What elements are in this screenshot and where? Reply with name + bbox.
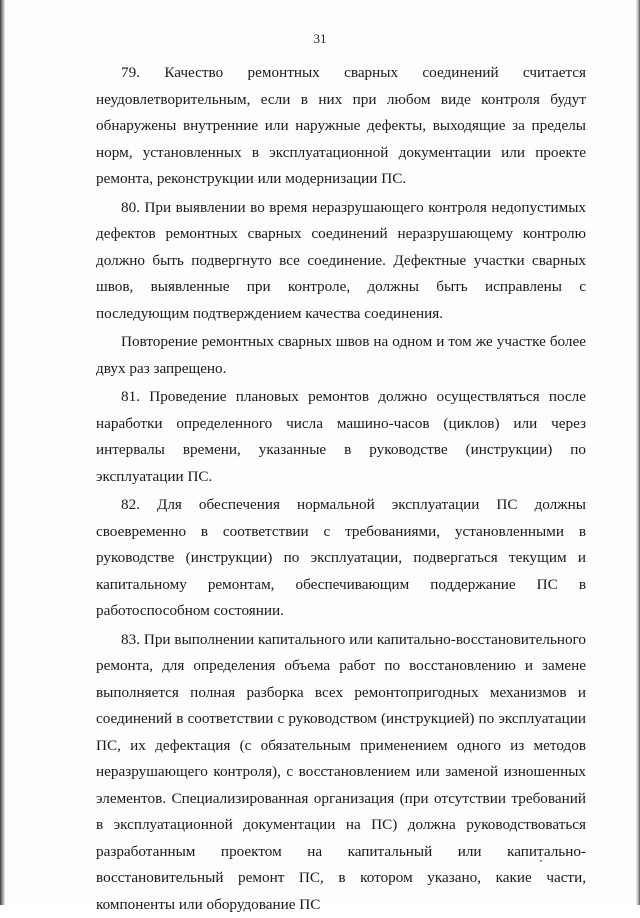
- scan-edge-left: [0, 0, 5, 905]
- paragraph-82: 82. Для обеспечения нормальной эксплуатации ПС должны своевременно в соответствии с требованиями, установленными в руководстве (инструкции) по эксплуатации, подвергаться текущим и капитальному ремонтам, обеспечивающим поддержание ПС в работоспособном состоянии.: [96, 492, 586, 625]
- paragraph-80-continuation: Повторение ремонтных сварных швов на одном и том же участке более двух раз запрещено.: [96, 329, 586, 382]
- paragraph-83: 83. При выполнении капитального или капитально-восстановительного ремонта, для определения объема работ по восстановлению и замене выполняется полная разборка всех ремонтопригодных механизмов и соединений в соответствии с руководством (инструкцией) по эксплуатации ПС, их дефектация (с обязательным применением одного из методов неразрушающего контроля), с восстановлением или заменой изношенных элементов. Специализированная организация (при отсутствии требований в эксплуатационной документации на ПС) должна руководствоваться разработанным проектом на капитальный или капитально-восстановительный ремонт ПС, в котором указано, какие части, компоненты или оборудование ПС: [96, 627, 586, 918]
- scan-speck: [540, 860, 542, 862]
- paragraph-79: 79. Качество ремонтных сварных соединений считается неудовлетворительным, если в них при любом виде контроля будут обнаружены внутренние или наружные дефекты, выходящие за пределы норм, установленных в эксплуатационной документации или проекте ремонта, реконструкции или модернизации ПС.: [96, 60, 586, 193]
- paragraph-81: 81. Проведение плановых ремонтов должно осуществляться после наработки определенного числа машино-часов (циклов) или через интервалы времени, указанные в руководстве (инструкции) по эксплуатации ПС.: [96, 384, 586, 490]
- document-body: [96, 60, 586, 918]
- page-number: 31: [0, 31, 640, 47]
- scan-edge-right: [636, 0, 640, 905]
- paragraph-80: 80. При выявлении во время неразрушающего контроля недопустимых дефектов ремонтных сварных соединений неразрушающему контролю должно быть подвергнуто все соединение. Дефектные участки сварных швов, выявленные при контроле, должны быть исправлены с последующим подтверждением качества соединения.: [96, 195, 586, 328]
